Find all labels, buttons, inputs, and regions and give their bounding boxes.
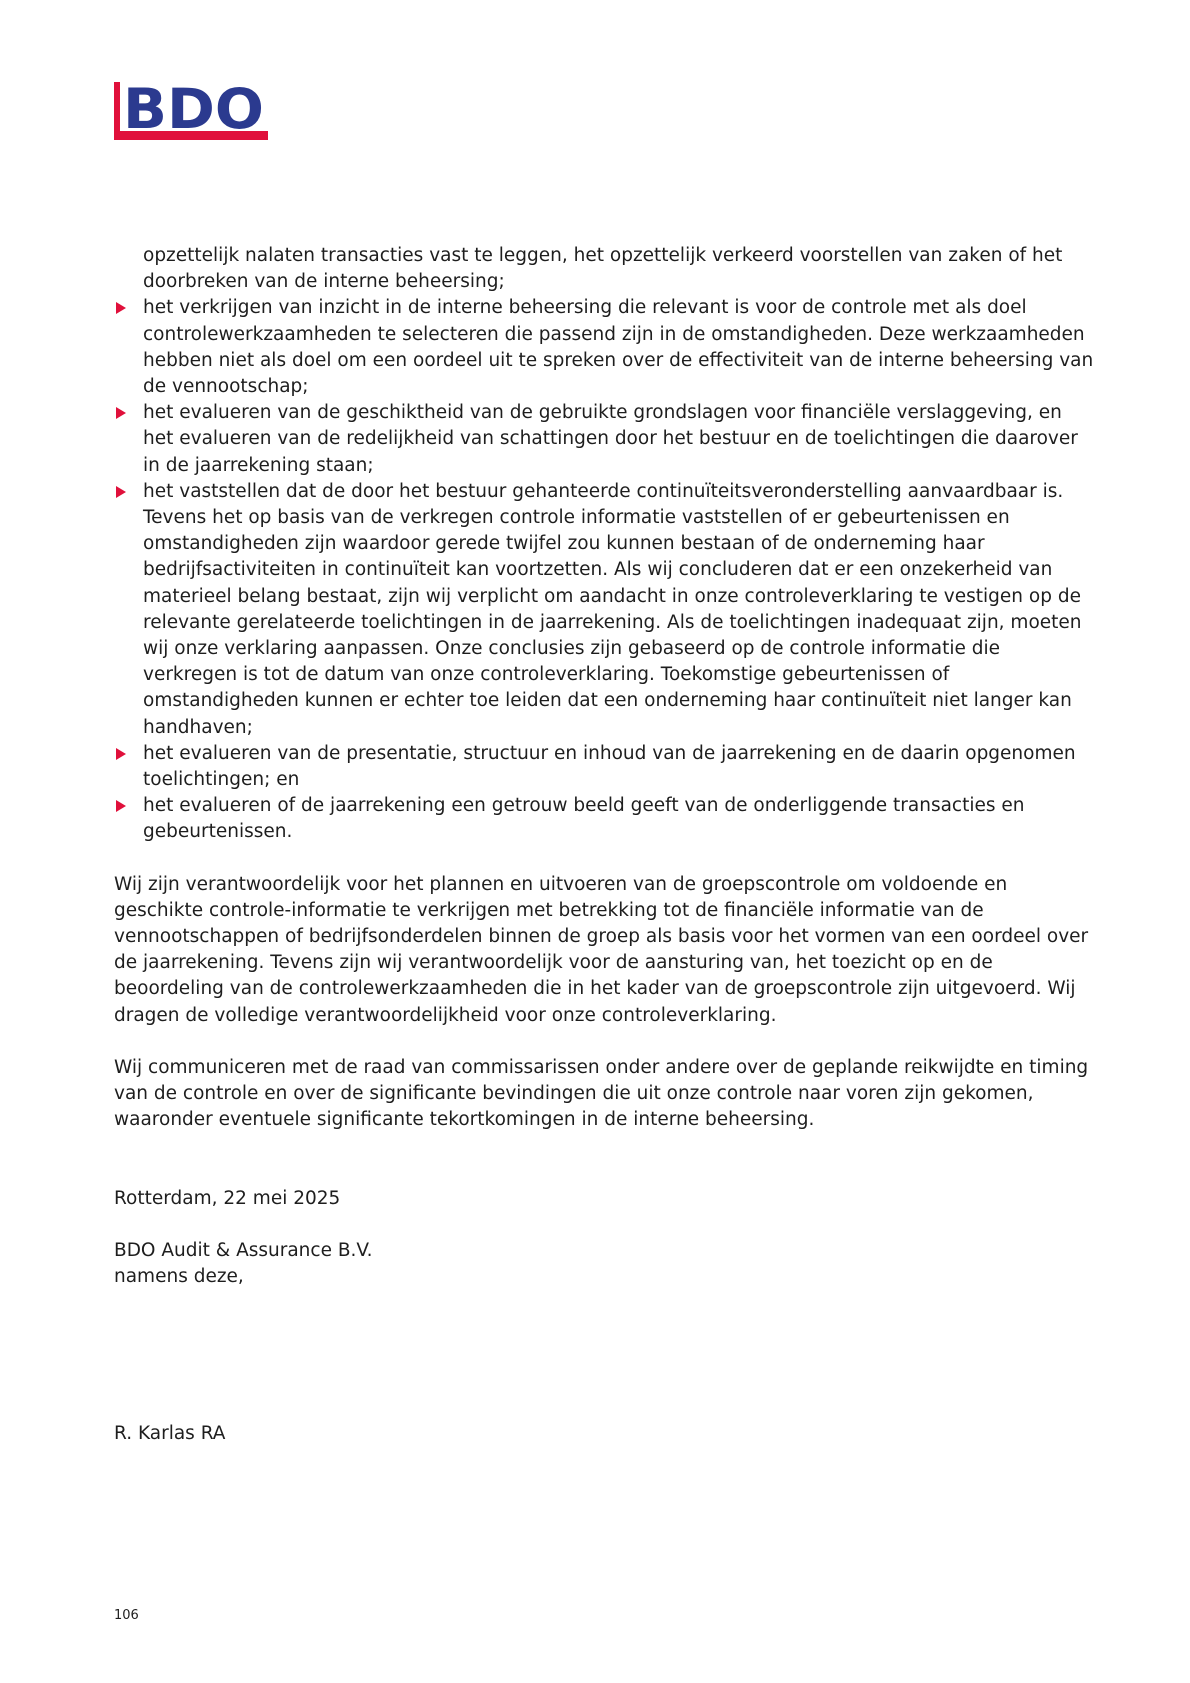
paragraph-group-audit: Wij zijn verantwoordelijk voor het plannen en uitvoeren van de groepscontrole om voldoende en geschikte controle-informatie te verkrijgen met betrekking tot de financiële informatie van de vennootschappen of bedrijfsonderdelen binnen de groep als basis voor het vormen van een oordeel over de jaarrekening. Tevens zijn wij verantwoordelijk voor de aansturing van, het toezicht op en de beoordeling van de controlewerkzaamheden die in het kader van de groepscontrole zijn uitgevoerd. Wij dragen de volledige verantwoordelijkheid voor onze controleverklaring.: [114, 873, 1089, 1026]
bullet-item: [114, 741, 1094, 793]
bullet-arrow-icon: [116, 748, 126, 760]
bullet-text: het verkrijgen van inzicht in de interne beheersing die relevant is voor de controle met als doel controlewerkzaamheden te selecteren die passend zijn in de omstandigheden. Deze werkzaamheden hebben niet als doel om een oordeel uit te spreken over de effectiviteit van de interne beheersing van de vennootschap;: [143, 297, 1094, 398]
firm-name: BDO Audit & Assurance B.V.: [114, 1239, 373, 1261]
bullet-arrow-icon: [116, 302, 126, 314]
bdo-logo-mark: [114, 82, 268, 145]
report-body: [114, 243, 1094, 1447]
on-behalf-text: namens deze,: [114, 1265, 244, 1287]
bullet-text: het evalueren van de presentatie, structuur en inhoud van de jaarrekening en de daarin opgenomen toelichtingen; en: [143, 742, 1076, 791]
bullet-list: [114, 295, 1094, 845]
bdo-logo: [114, 82, 268, 145]
bullet-arrow-icon: [116, 407, 126, 419]
paragraph-communication: Wij communiceren met de raad van commissarissen onder andere over de geplande reikwijdte en timing van de controle en over de significante bevindingen die uit onze controle naar voren zijn gekomen, waaronder eventuele significante tekortkomingen in de interne beheersing.: [114, 1056, 1089, 1131]
bullet-text: het evalueren van de geschiktheid van de gebruikte grondslagen voor financiële verslaggeving, en het evalueren van de redelijkheid van schattingen door het bestuur en de toelichtingen die daarover in de jaarrekening staan;: [143, 402, 1078, 476]
bullet-text: het evalueren of de jaarrekening een getrouw beeld geeft van de onderliggende transacties en gebeurtenissen.: [143, 795, 1025, 843]
bullet-item: [114, 400, 1094, 479]
intro-continuation: opzettelijk nalaten transacties vast te leggen, het opzettelijk verkeerd voorstellen van zaken of het doorbreken van de interne beheersing;: [143, 245, 1063, 293]
bullet-arrow-icon: [116, 486, 126, 498]
bullet-item: [114, 295, 1094, 400]
page-number: 106: [114, 1608, 139, 1623]
bullet-item: [114, 793, 1094, 845]
bullet-text: het vaststellen dat de door het bestuur gehanteerde continuïteitsveronderstelling aanvaardbaar is. Tevens het op basis van de verkregen controle informatie vaststellen of er gebeurtenissen en omstandigheden zijn waardoor gerede twijfel zou kunnen bestaan of de onderneming haar bedrijfsactiviteiten in continuïteit kan voortzetten. Als wij concluderen dat er een onzekerheid van materieel belang bestaat, zijn wij verplicht om aandacht in onze controleverklaring te vestigen op de relevante gerelateerde toelichtingen in de jaarrekening. Als de toelichtingen inadequaat zijn, moeten wij onze verklaring aanpassen. Onze conclusies zijn gebaseerd op de controle informatie die verkregen is tot de datum van onze controleverklaring. Toekomstige gebeurtenissen of omstandigheden kunnen er echter toe leiden dat een onderneming haar continuïteit niet langer kan handhaven;: [143, 480, 1082, 738]
place-date: Rotterdam, 22 mei 2025: [114, 1187, 341, 1209]
bullet-item: [114, 479, 1094, 741]
bullet-arrow-icon: [116, 800, 126, 812]
svg-text:BDO: BDO: [123, 82, 264, 141]
signer-name: R. Karlas RA: [114, 1423, 226, 1445]
